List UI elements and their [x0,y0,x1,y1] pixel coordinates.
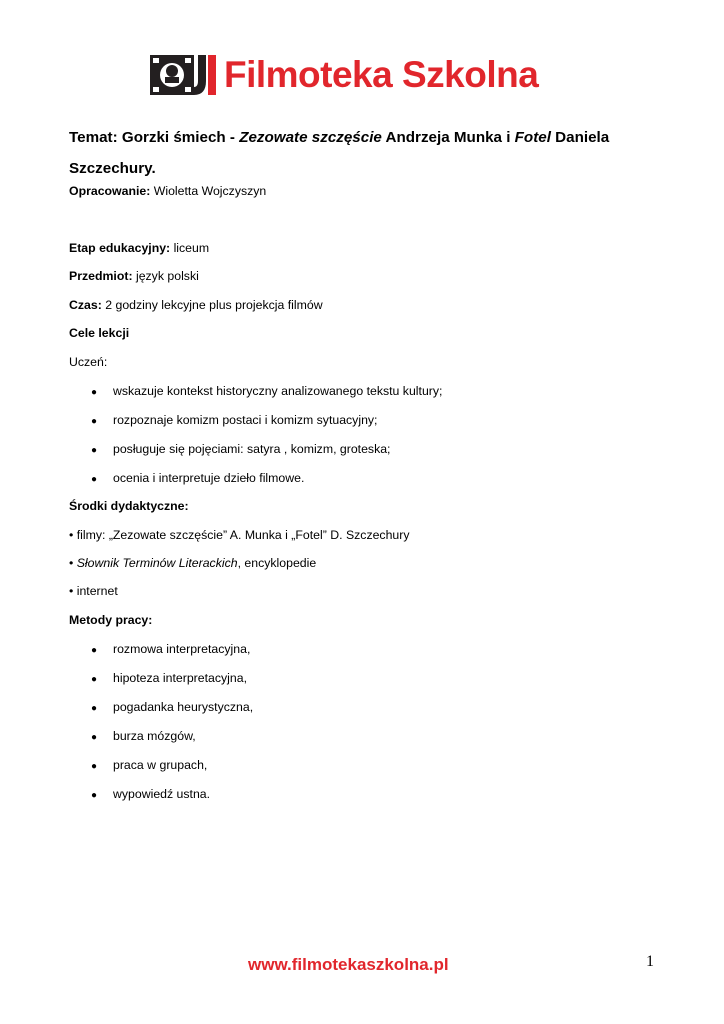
list-item: ● rozpoznaje komizm postaci i komizm sytuacyjny; [91,413,378,427]
list-item: ● wypowiedź ustna. [91,787,211,801]
srodki-item: • filmy: „Zezowate szczęście” A. Munka i „Fotel” D. Szczechury [69,528,410,542]
metody-heading: Metody pracy: [69,613,153,627]
srodki-item: • internet [69,584,118,598]
page-number: 1 [646,953,654,970]
list-item: ● posługuje się pojęciami: satyra , komizm, groteska; [91,442,391,456]
list-item: ● burza mózgów, [91,729,196,743]
film-title-1: Zezowate szczęście [239,129,382,146]
list-item: ● rozmowa interpretacyjna, [91,642,251,656]
author-line: Opracowanie: Wioletta Wojczyszyn [69,184,267,198]
etap-line: Etap edukacyjny: liceum [69,241,210,255]
cele-intro: Uczeń: [69,355,108,369]
page-title: Temat: Gorzki śmiech - Zezowate szczęście Andrzeja Munka i Fotel Daniela Szczechury. [69,129,610,177]
list-item: ● pogadanka heurystyczna, [91,700,254,714]
list-item: ● wskazuje kontekst historyczny analizowanego tekstu kultury; [91,384,443,398]
przedmiot-line: Przedmiot: język polski [69,269,199,283]
filmoteka-logo [148,43,576,107]
list-item: ● praca w grupach, [91,758,208,772]
film-camera-icon [148,49,220,101]
srodki-item: • Słownik Terminów Literackich, encyklopedie [69,556,317,570]
czas-line: Czas: 2 godziny lekcyjne plus projekcja filmów [69,298,323,312]
footer-url: www.filmotekaszkolna.pl [248,955,449,974]
film-title-2: Fotel [514,129,551,146]
list-item: ● hipoteza interpretacyjna, [91,671,247,685]
srodki-heading: Środki dydaktyczne: [69,499,189,513]
logo-text: Filmoteka Szkolna [224,54,539,95]
list-item: ● ocenia i interpretuje dzieło filmowe. [91,471,305,485]
cele-heading: Cele lekcji [69,326,130,340]
